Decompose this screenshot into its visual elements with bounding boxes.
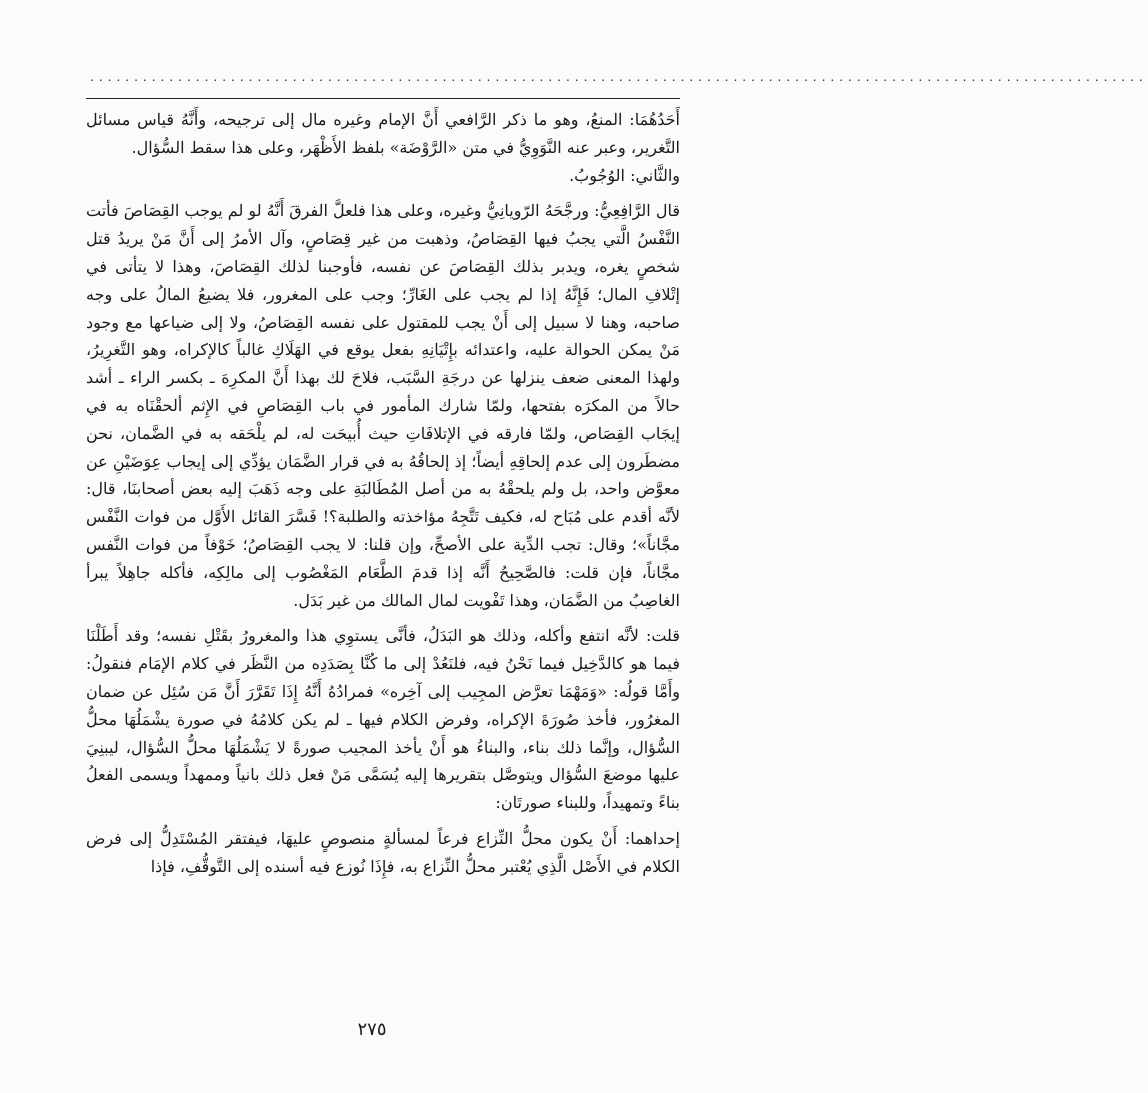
decorative-dotted-line: ........................................................................................................................ <box>90 70 1148 84</box>
paragraph-first-view: أَحَدُهُمَا: المنعُ، وهو ما ذكر الرَّافعي أَنَّ الإمام وغيره مال إلى ترجيحه، وأَنَّهُ قياس مسائل التَّغرير، وعبر عنه النَّوَوِيُّ في متن «الرَّوْضَة» بلفظ الأَظْهَر، وعلى هذا سقط السُّؤال. <box>86 110 680 157</box>
page-number: ٢٧٥ <box>357 1019 387 1040</box>
paragraph-first-form: إحداهما: أَنْ يكون محلُّ النِّزاع فرعاً لمسألةٍ منصوصٍ عليهَا، فيفتقر المُسْتَدِلُّ إلى فرض الكلام في الأَصْل الَّذِي يُعْتبر محلُّ النِّزاع به، فإِذَا نُوزع فيه أسنده إلى التَّوقُّفِ، فإذا <box>86 828 680 876</box>
paragraph-reply: قلت: لأنَّه انتفع وأكله، وذلك هو البَدَلُ، فأنَّى يستوِي هذا والمغرورُ بقَتْلِ نفسه؛ وقد أَطَلْنَا فيما هو كالدَّخِيل فيما نَحْنُ فيه، فلنَعُدْ إلى ما كُنَّا بِصَدَدِه من النَّظَر في كلام الإمَام فنقولُ: وأَمَّا قولُه: «وَمَهْمَا تعرَّض المجِيب إلى آخِره» فمرادُهُ أَنَّهُ إِذَا تَقَرَّرَ أَنَّ مَن سُئِل عن ضمان المغرُور، فأخذ صُورَةَ الإكراه، وفرض الكلام فيها ـ لم يكن كلامُهُ في صورة يشْمَلُهَا محلُّ السُّؤال، وإنَّما ذلك بناء، والبناءُ هو أَنْ يأخذ المجيب صورةً لا يَشْمَلُهَا محلُّ السُّؤال، ليبنِيَ عليها موضعَ السُّؤال ويتوصَّل بتقريرها إليه يُسَمَّى مَنْ فعل ذلك بانياً وممهداً ويسمى الفعلُ بناءً وتمهيداً، وللبناء صورتَان: <box>86 626 681 813</box>
page-body <box>86 106 680 881</box>
paragraph-rafii-quote: قال الرَّافِعِيُّ: ورجَّحَهُ الرّويانِيُّ وغيره، وعلى هذا فلعلَّ الفرقَ أَنَّهُ لو لم يوجب القِصَاصَ فأتت النَّفْسُ الَّتي يجبُ فيها القِصَاصُ، وذهبت من غير قِصَاصٍ، وآل الأمرُ إلى أَنَّ مَنْ يريدُ قتل شخصٍ يغره، ويدبر بذلك القِصَاصَ عن نفسه، فأوجبنا لذلك القِصَاصَ، وهذا لا يتأتى في إتْلافِ المال؛ فَإِنَّهُ إذا لم يجب على الغَارِّ؛ وجب على المغرور، فلا يضيعُ المالُ على وجه صاحبه، وهنا لا سبيل إلى أَنْ يجب للمقتول على نفسه القِصَاصُ، ولا إلى ضياعها مع وجود مَنْ يمكن الحوالة عليه، واعتدائه بإِتْيَانِهِ بفعل يوقع في الهَلَاكِ غالباً كالإكراه، وهو التَّغرِيرُ، ولهذا المعنى ضعف ينزلها عن درجَةِ السَّبَب، فلاحَ لك بهذا أَنَّ المكرِهَ ـ بكسر الراء ـ أشد حالاً من المكرَه بفتحها، ولمّا شارك المأمور في باب القِصَاصِ في الإِثم ألحقْنَاه به في إيجَاب القِصَاص، ولمّا فارقه في الإتلافَاتِ حيث أُبيحَت له، لم يلْحَقه به في الضَّمان، نحن مضطَرون إلى عدم إلحاقِهِ أيضاً؛ إذ إلحاقُهُ به في قرار الضَّمَان يؤدِّي إلى إيجاب عِوَضَيْنِ عن معوَّض واحد، بل ولم يلحقْهُ به من أصل المُطَالبَةِ على وجه ذَهَبَ إليه بعض أصحابنَا، قال: لأنَّه أقدم على مُبَاح له، فكيف تَتَّجِهُ مؤاخذته والطلبة؟! فَسَّرَ القائل الأَوَّل من فوات النَّفْس مجَّاناً»؛ وقال: تجب الدِّية على الأصحِّ، وإن قلنا: لا يجب القِصَاصُ؛ خَوْفاً من فوات النَّفس مجَّاناً، فإن قلت: فالصَّحِيحُ أَنَّه إذا قدمَ الطَّعَام المَغْصُوب إلى مالِكِه، فأكله جاهِلاً يبرأ الغاصِبُ من الضَّمَان، وهذا تَفْويت لمال المالك من غير بَدَل. <box>86 201 681 610</box>
header-rule <box>86 98 680 99</box>
paragraph-second-view: والثَّاني: الوُجُوبُ. <box>569 165 680 185</box>
